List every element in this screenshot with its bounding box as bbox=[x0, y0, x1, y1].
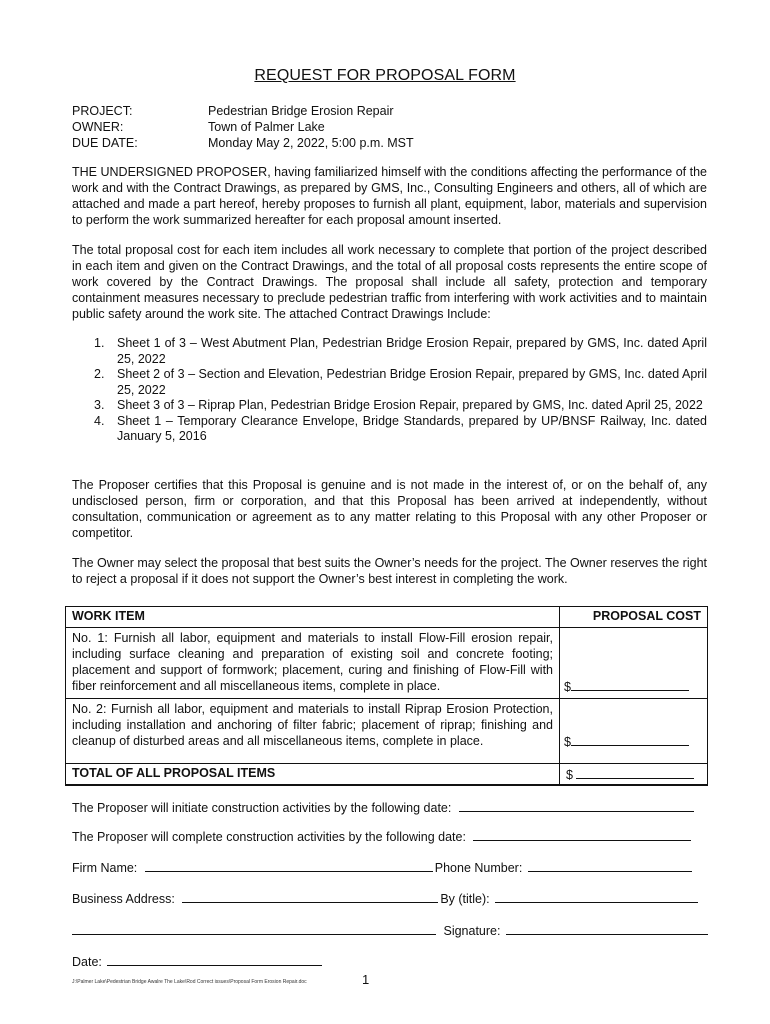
proposal-cost-table bbox=[65, 606, 708, 786]
date-field[interactable] bbox=[107, 953, 322, 966]
owner-value: Town of Palmer Lake bbox=[208, 120, 325, 134]
date-row bbox=[72, 953, 712, 969]
work-item-1: No. 1: Furnish all labor, equipment and materials to install Flow-Fill erosion repair, including surface cleaning and preparation of existing soil and concrete footing; placement and support of formwork; placement, curing and finishing of Flow-Fill with fiber reinforcement and all miscellaneous items, complete in place. bbox=[66, 628, 560, 699]
scope-paragraph: The total proposal cost for each item includes all work necessary to complete that portion of the project described in each item and given on the Contract Drawings, and the total of all proposal costs represents the entire scope of work covered by the Contract Drawings. The proposal shall include all safety, protection and temporary containment measures necessary to preclude pedestrian traffic from interfering with work activities and to maintain public safety around the work site. The attached Contract Drawings Include: bbox=[72, 243, 707, 321]
footer-file-path: J:\Palmer Lake\Pedestrian Bridge Awalre The Lake\Rod Correct issues\Proposal Form Erosion Repair.doc bbox=[72, 979, 307, 985]
owner-row bbox=[72, 119, 414, 135]
complete-date-label: The Proposer will complete construction activities by the following date: bbox=[72, 830, 466, 844]
cost-field-2[interactable] bbox=[560, 699, 708, 764]
project-value: Pedestrian Bridge Erosion Repair bbox=[208, 104, 394, 118]
by-title-label: By (title): bbox=[440, 892, 490, 906]
cost-blank-line bbox=[571, 678, 689, 691]
initiate-date-field[interactable] bbox=[459, 799, 694, 812]
list-number: 1. bbox=[94, 336, 105, 350]
work-item-header: WORK ITEM bbox=[66, 607, 560, 628]
project-row bbox=[72, 103, 414, 119]
list-number: 3. bbox=[94, 398, 105, 412]
business-address-label: Business Address: bbox=[72, 892, 175, 906]
cost-blank-line bbox=[571, 733, 689, 746]
firm-phone-row bbox=[72, 859, 712, 875]
table-row bbox=[66, 628, 708, 699]
due-date-value: Monday May 2, 2022, 5:00 p.m. MST bbox=[208, 136, 414, 150]
signature-row bbox=[72, 922, 712, 938]
total-row bbox=[66, 764, 708, 786]
due-date-label: DUE DATE: bbox=[72, 136, 138, 150]
list-item bbox=[94, 336, 707, 367]
work-item-2: No. 2: Furnish all labor, equipment and materials to install Riprap Erosion Protection, including installation and anchoring of filter fabric; placement of riprap; finishing and cleanup of disturbed areas and all miscellaneous items, complete in place. bbox=[66, 699, 560, 764]
due-date-row bbox=[72, 135, 414, 151]
list-item bbox=[94, 367, 707, 398]
page-number: 1 bbox=[362, 972, 370, 987]
complete-date-row bbox=[72, 828, 712, 844]
cost-field-1[interactable] bbox=[560, 628, 708, 699]
currency-symbol: $ bbox=[564, 680, 571, 694]
phone-number-label: Phone Number: bbox=[434, 861, 523, 875]
date-label: Date: bbox=[72, 955, 102, 969]
list-text: Sheet 2 of 3 – Section and Elevation, Pedestrian Bridge Erosion Repair, prepared by GMS, Inc. dated April 25, 2022 bbox=[117, 367, 707, 397]
list-number: 4. bbox=[94, 413, 105, 428]
currency-symbol: $ bbox=[564, 735, 571, 749]
certification-paragraph: The Proposer certifies that this Proposal is genuine and is not made in the interest of, or on the behalf of, any undisclosed person, firm or corporation, and that this Proposal has been arrived at independently, without consultation, communication or agreement as to any matter relating to this Proposal with any other Proposer or competitor. bbox=[72, 478, 707, 540]
proposal-cost-header: PROPOSAL COST bbox=[560, 607, 708, 628]
address-title-row bbox=[72, 890, 712, 906]
initiate-date-row bbox=[72, 799, 712, 815]
signature-label: Signature: bbox=[443, 924, 501, 938]
total-cost-field[interactable] bbox=[560, 764, 708, 786]
drawings-list bbox=[94, 336, 707, 445]
form-title: REQUEST FOR PROPOSAL FORM bbox=[254, 67, 516, 84]
table-row bbox=[66, 699, 708, 764]
cost-blank-line bbox=[576, 766, 694, 779]
intro-paragraph: THE UNDERSIGNED PROPOSER, having familiarized himself with the conditions affecting the performance of the work and with the Contract Drawings, as prepared by GMS, Inc., Consulting Engineers and others, all of which are attached and made a part hereof, hereby proposes to furnish all plant, equipment, labor, materials and supervision to perform the work summarized hereafter for each proposal amount inserted. bbox=[72, 165, 707, 227]
list-number: 2. bbox=[94, 367, 105, 381]
complete-date-field[interactable] bbox=[473, 828, 691, 841]
owner-label: OWNER: bbox=[72, 120, 124, 134]
project-label: PROJECT: bbox=[72, 104, 133, 118]
list-text: Sheet 1 of 3 – West Abutment Plan, Pedestrian Bridge Erosion Repair, prepared by GMS, Inc. dated April 25, 2022 bbox=[117, 336, 707, 366]
business-address-field[interactable] bbox=[182, 890, 438, 903]
signature-field[interactable] bbox=[506, 922, 708, 935]
by-title-field[interactable] bbox=[495, 890, 698, 903]
list-text: Sheet 3 of 3 – Riprap Plan, Pedestrian Bridge Erosion Repair, prepared by GMS, Inc. dated April 25, 2022 bbox=[117, 398, 703, 412]
owner-selection-paragraph: The Owner may select the proposal that best suits the Owner’s needs for the project. The Owner reserves the right to reject a proposal if it does not support the Owner’s best interest in completing the work. bbox=[72, 556, 707, 586]
table-header-row bbox=[66, 607, 708, 628]
phone-number-field[interactable] bbox=[528, 859, 692, 872]
list-item bbox=[94, 414, 707, 445]
firm-name-field[interactable] bbox=[145, 859, 433, 872]
total-label: TOTAL OF ALL PROPOSAL ITEMS bbox=[66, 764, 560, 786]
signature-name-field[interactable] bbox=[72, 922, 436, 935]
initiate-date-label: The Proposer will initiate construction activities by the following date: bbox=[72, 801, 452, 815]
currency-symbol: $ bbox=[566, 768, 573, 782]
list-text: Sheet 1 – Temporary Clearance Envelope, Bridge Standards, prepared by UP/BNSF Railway, Inc. dated January 5, 2016 bbox=[117, 413, 707, 443]
list-item bbox=[94, 398, 707, 414]
firm-name-label: Firm Name: bbox=[72, 861, 138, 875]
project-meta bbox=[72, 103, 414, 151]
